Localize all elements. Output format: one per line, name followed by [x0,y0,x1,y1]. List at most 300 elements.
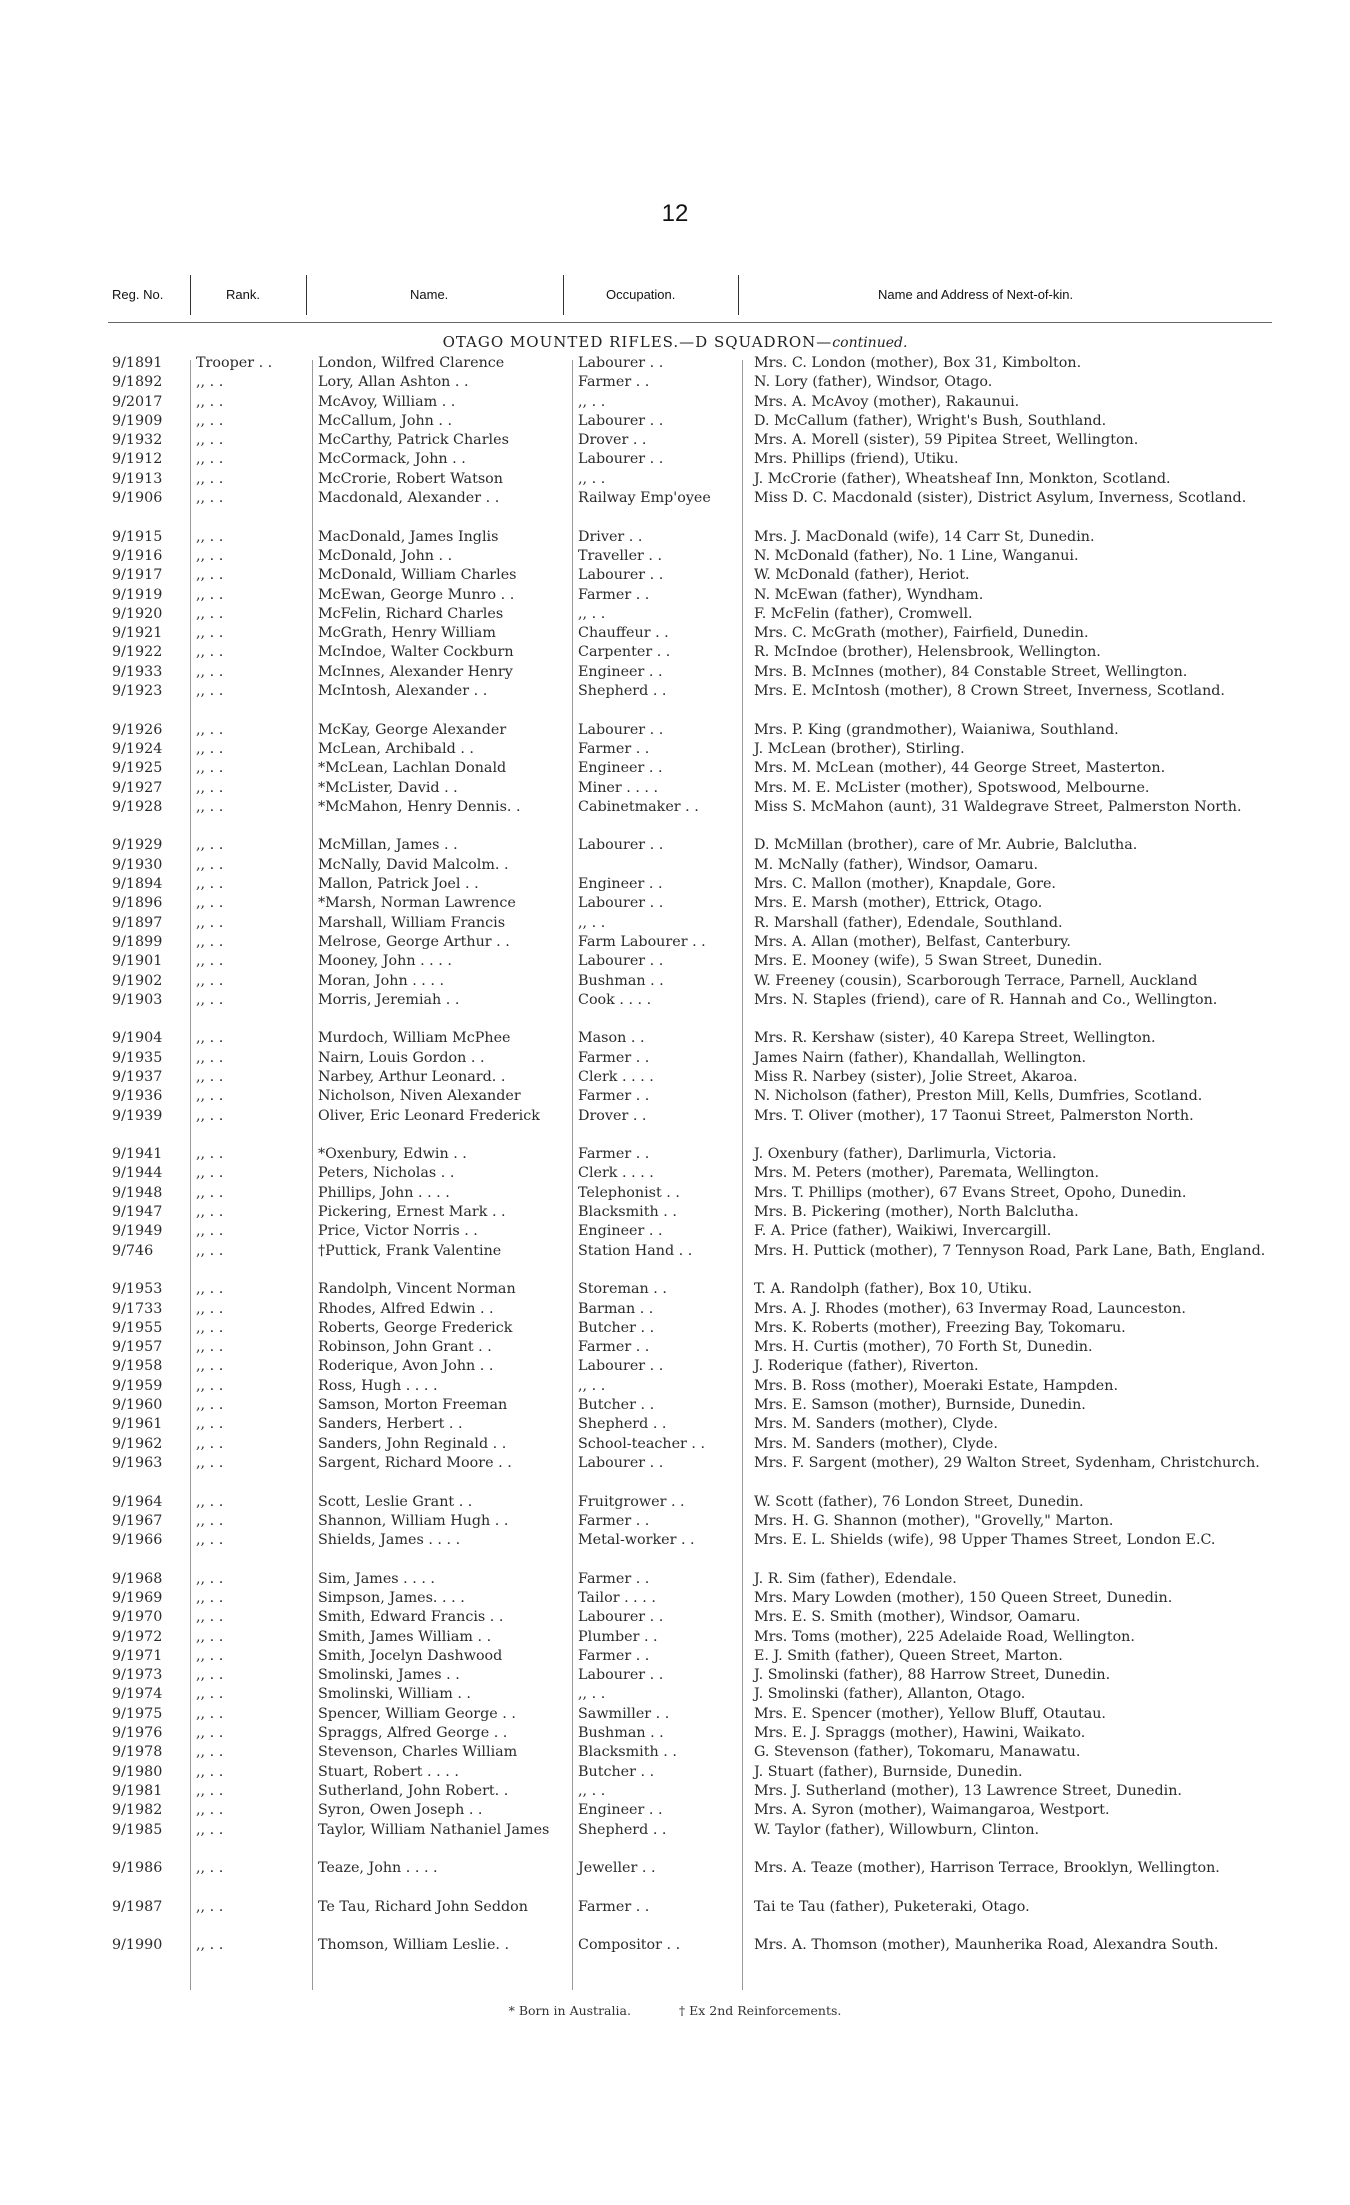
rank-cell: ,, . . [196,721,224,738]
occupation-cell: Engineer . . [578,876,663,893]
table-row [0,393,1350,412]
name-cell: *McLister, David . . [318,779,458,796]
next-of-kin-cell: W. Freeney (cousin), Scarborough Terrace, Parnell, Auckland [754,972,1198,989]
occupation-cell: ,, . . [578,470,606,487]
reg-no-cell: 9/1901 [112,953,163,970]
table-row [0,373,1350,392]
rank-cell: ,, . . [196,1532,224,1549]
next-of-kin-cell: F. McFelin (father), Cromwell. [754,605,973,622]
next-of-kin-cell: M. McNally (father), Windsor, Oamaru. [754,856,1039,873]
occupation-cell: Tailor . . . . [578,1590,656,1606]
next-of-kin-cell: Mrs. J. Sutherland (mother), 13 Lawrence Street, Dunedin. [754,1782,1182,1799]
next-of-kin-cell: Mrs. F. Sargent (mother), 29 Walton Street, Sydenham, Christchurch. [754,1454,1260,1471]
reg-no-cell: 9/1985 [112,1821,163,1838]
reg-no-cell: 9/1969 [112,1590,163,1606]
occupation-cell: Labourer . . [578,721,664,738]
name-cell: Taylor, William Nathaniel James [318,1821,550,1838]
rank-cell: ,, . . [196,528,224,545]
next-of-kin-cell: T. A. Randolph (father), Box 10, Utiku. [754,1281,1033,1298]
reg-no-cell: 9/1964 [112,1493,163,1510]
next-of-kin-cell: Mrs. H. G. Shannon (mother), "Grovelly," Marton. [754,1512,1114,1529]
reg-no-cell: 9/1961 [112,1416,163,1433]
next-of-kin-cell: Mrs. K. Roberts (mother), Freezing Bay, Tokomaru. [754,1319,1126,1336]
reg-no-cell: 9/1968 [112,1570,163,1587]
occupation-cell: Drover . . [578,432,647,449]
name-cell: McCarthy, Patrick Charles [318,432,509,449]
rank-cell: ,, . . [196,1377,224,1394]
header-divider [738,275,739,315]
rank-cell: ,, . . [196,1782,224,1799]
name-cell: Rhodes, Alfred Edwin . . [318,1300,494,1317]
next-of-kin-cell: N. Nicholson (father), Preston Mill, Kells, Dumfries, Scotland. [754,1088,1203,1105]
table-row [0,1184,1350,1203]
rank-cell: ,, . . [196,895,224,912]
rank-cell: ,, . . [196,779,224,796]
reg-no-cell: 9/1922 [112,644,163,661]
reg-no-cell: 9/1966 [112,1532,163,1549]
occupation-cell: Labourer . . [578,895,664,912]
table-row [0,875,1350,894]
rank-cell: ,, . . [196,953,224,970]
header-divider [306,275,307,315]
name-cell: Spencer, William George . . [318,1705,516,1722]
next-of-kin-cell: Miss D. C. Macdonald (sister), District Asylum, Inverness, Scotland. [754,490,1247,507]
rank-cell: ,, . . [196,1030,224,1047]
rank-cell: ,, . . [196,547,224,564]
next-of-kin-cell: Mrs. B. Pickering (mother), North Balclutha. [754,1204,1079,1221]
table-row [0,1531,1350,1570]
name-cell: *McLean, Lachlan Donald [318,760,507,777]
next-of-kin-cell: Mrs. J. MacDonald (wife), 14 Carr St, Dunedin. [754,528,1095,545]
reg-no-cell: 9/1930 [112,856,163,873]
reg-no-cell: 9/1953 [112,1281,163,1298]
next-of-kin-cell: J. Smolinski (father), Allanton, Otago. [754,1686,1026,1703]
occupation-cell: Engineer . . [578,663,663,680]
occupation-cell: Shepherd . . [578,683,667,700]
next-of-kin-cell: Mrs. E. J. Spraggs (mother), Hawini, Waikato. [754,1725,1086,1742]
rank-cell: ,, . . [196,1937,224,1954]
reg-no-cell: 9/1973 [112,1667,163,1684]
table-row [0,566,1350,585]
rank-cell: ,, . . [196,991,224,1008]
rank-cell: ,, . . [196,1590,224,1606]
reg-no-cell: 9/1903 [112,991,163,1008]
table-row [0,1589,1350,1608]
name-cell: McLean, Archibald . . [318,740,474,757]
rank-cell: ,, . . [196,1068,224,1085]
next-of-kin-cell: R. McIndoe (brother), Helensbrook, Wellington. [754,644,1101,661]
name-cell: McInnes, Alexander Henry [318,663,513,680]
reg-no-cell: 9/1967 [112,1512,163,1529]
name-cell: Smith, Jocelyn Dashwood [318,1647,503,1664]
next-of-kin-cell: Mrs. E. Mooney (wife), 5 Swan Street, Dunedin. [754,953,1103,970]
rank-cell: ,, . . [196,1358,224,1375]
name-cell: McEwan, George Munro . . [318,586,515,603]
reg-no-cell: 9/1929 [112,837,163,854]
occupation-cell: Driver . . [578,528,643,545]
next-of-kin-cell: Mrs. T. Oliver (mother), 17 Taonui Street, Palmerston North. [754,1107,1194,1124]
name-cell: McCrorie, Robert Watson [318,470,503,487]
rank-cell: ,, . . [196,856,224,873]
reg-no-cell: 9/1896 [112,895,163,912]
name-cell: Macdonald, Alexander . . [318,490,500,507]
reg-no-cell: 9/1947 [112,1204,163,1221]
table-row [0,1087,1350,1106]
name-cell: Moran, John . . . . [318,972,445,989]
header-divider [190,275,191,315]
name-cell: Morris, Jeremiah . . [318,991,460,1008]
table-row [0,1222,1350,1241]
reg-no-cell: 9/1936 [112,1088,163,1105]
occupation-cell: Labourer . . [578,1667,664,1684]
footnotes [0,2003,1350,2018]
table-row [0,1608,1350,1627]
occupation-cell: Butcher . . [578,1319,655,1336]
occupation-cell: ,, . . [578,1377,606,1394]
table-row [0,586,1350,605]
next-of-kin-cell: Mrs. M. Peters (mother), Paremata, Wellington. [754,1165,1100,1182]
name-cell: Te Tau, Richard John Seddon [318,1898,528,1915]
next-of-kin-cell: J. Oxenbury (father), Darlimurla, Victoria. [754,1146,1057,1163]
rank-cell: ,, . . [196,1454,224,1471]
reg-no-cell: 9/1982 [112,1802,163,1819]
table-row [0,894,1350,913]
name-cell: MacDonald, James Inglis [318,528,499,545]
table-row [0,470,1350,489]
reg-no-cell: 9/1975 [112,1705,163,1722]
name-cell: Sim, James . . . . [318,1570,435,1587]
reg-no-cell: 9/1980 [112,1763,163,1780]
rank-cell: ,, . . [196,1705,224,1722]
reg-no-cell: 9/1986 [112,1860,163,1877]
name-cell: McDonald, William Charles [318,567,517,584]
occupation-cell: ,, . . [578,914,606,931]
rank-cell: ,, . . [196,644,224,661]
rank-cell: ,, . . [196,1628,224,1645]
next-of-kin-cell: Mrs. A. Thomson (mother), Maunherika Road, Alexandra South. [754,1937,1219,1954]
occupation-cell: ,, . . [578,393,606,410]
occupation-cell: Plumber . . [578,1628,658,1645]
table-row [0,1705,1350,1724]
col-rank: Rank. [226,287,260,302]
name-cell: Syron, Owen Joseph . . [318,1802,483,1819]
name-cell: *McMahon, Henry Dennis. . [318,798,521,815]
name-cell: McCallum, John . . [318,412,453,429]
reg-no-cell: 9/1948 [112,1184,163,1201]
next-of-kin-cell: Mrs. N. Staples (friend), care of R. Hannah and Co., Wellington. [754,991,1218,1008]
name-cell: Thomson, William Leslie. . [318,1937,510,1954]
name-cell: Smith, James William . . [318,1628,492,1645]
reg-no-cell: 9/1733 [112,1300,163,1317]
next-of-kin-cell: Mrs. M. McLean (mother), 44 George Street, Masterton. [754,760,1166,777]
occupation-cell: Railway Emp'oyee [578,490,711,507]
next-of-kin-cell: N. McEwan (father), Wyndham. [754,586,984,603]
occupation-cell: Engineer . . [578,760,663,777]
name-cell: McDonald, John . . [318,547,453,564]
table-row [0,1493,1350,1512]
rank-cell: ,, . . [196,933,224,950]
next-of-kin-cell: Mrs. R. Kershaw (sister), 40 Karepa Street, Wellington. [754,1030,1156,1047]
reg-no-cell: 9/1974 [112,1686,163,1703]
rank-cell: ,, . . [196,1397,224,1414]
occupation-cell: Metal-worker . . [578,1532,695,1549]
reg-no-cell: 9/1920 [112,605,163,622]
next-of-kin-cell: J. R. Sim (father), Edendale. [754,1570,957,1587]
rank-cell: ,, . . [196,914,224,931]
reg-no-cell: 9/1891 [112,355,163,371]
name-cell: Sanders, Herbert . . [318,1416,463,1433]
table-row [0,643,1350,662]
occupation-cell: Labourer . . [578,567,664,584]
reg-no-cell: 9/1919 [112,586,163,603]
next-of-kin-cell: Tai te Tau (father), Puketeraki, Otago. [754,1898,1030,1915]
name-cell: Smolinski, James . . [318,1667,460,1684]
rank-cell: ,, . . [196,1647,224,1664]
rank-cell: ,, . . [196,393,224,410]
name-cell: McAvoy, William . . [318,393,456,410]
occupation-cell: Cook . . . . [578,991,652,1008]
rank-cell: ,, . . [196,683,224,700]
occupation-cell: Barman . . [578,1300,654,1317]
next-of-kin-cell: Mrs. C. London (mother), Box 31, Kimbolton. [754,355,1082,371]
name-cell: Sargent, Richard Moore . . [318,1454,512,1471]
reg-no-cell: 9/1902 [112,972,163,989]
reg-no-cell: 9/1892 [112,374,163,391]
next-of-kin-cell: Mrs. Mary Lowden (mother), 150 Queen Street, Dunedin. [754,1590,1173,1606]
name-cell: Stevenson, Charles William [318,1744,518,1761]
occupation-cell: Labourer . . [578,355,664,371]
next-of-kin-cell: Mrs. H. Curtis (mother), 70 Forth St, Dunedin. [754,1339,1093,1356]
occupation-cell: Farmer . . [578,374,650,391]
next-of-kin-cell: Miss R. Narbey (sister), Jolie Street, Akaroa. [754,1068,1078,1085]
name-cell: McIntosh, Alexander . . [318,683,488,700]
name-cell: Marshall, William Francis [318,914,506,931]
next-of-kin-cell: Mrs. E. L. Shields (wife), 98 Upper Thames Street, London E.C. [754,1532,1216,1549]
reg-no-cell: 9/1912 [112,451,163,468]
occupation-cell: Bushman . . [578,972,664,989]
name-cell: Scott, Leslie Grant . . [318,1493,473,1510]
reg-no-cell: 9/746 [112,1242,154,1259]
occupation-cell: Telephonist . . [578,1184,680,1201]
next-of-kin-cell: Mrs. A. Morell (sister), 59 Pipitea Street, Wellington. [754,432,1139,449]
next-of-kin-cell: Mrs. T. Phillips (mother), 67 Evans Street, Opoho, Dunedin. [754,1184,1187,1201]
rank-cell: ,, . . [196,1184,224,1201]
reg-no-cell: 9/1958 [112,1358,163,1375]
rank-cell: ,, . . [196,1686,224,1703]
next-of-kin-cell: Mrs. E. Samson (mother), Burnside, Dunedin. [754,1397,1086,1414]
name-cell: Shields, James . . . . [318,1532,461,1549]
table-row [0,1338,1350,1357]
reg-no-cell: 9/1913 [112,470,163,487]
reg-no-cell: 9/1971 [112,1647,163,1664]
occupation-cell: Labourer . . [578,451,664,468]
rank-cell: ,, . . [196,490,224,507]
next-of-kin-cell: Mrs. M. Sanders (mother), Clyde. [754,1435,998,1452]
occupation-cell: Labourer . . [578,837,664,854]
next-of-kin-cell: Mrs. C. McGrath (mother), Fairfield, Dunedin. [754,625,1089,642]
table-row [0,1319,1350,1338]
reg-no-cell: 9/1909 [112,412,163,429]
next-of-kin-cell: Mrs. E. Spencer (mother), Yellow Bluff, Otautau. [754,1705,1106,1722]
table-row [0,740,1350,759]
table-row [0,721,1350,740]
occupation-cell: Carpenter . . [578,644,671,661]
next-of-kin-cell: Mrs. A. J. Rhodes (mother), 63 Invermay Road, Launceston. [754,1300,1186,1317]
rank-cell: ,, . . [196,1860,224,1877]
occupation-cell: Bushman . . [578,1725,664,1742]
next-of-kin-cell: D. McCallum (father), Wright's Bush, Southland. [754,412,1107,429]
reg-no-cell: 9/1899 [112,933,163,950]
next-of-kin-cell: J. McLean (brother), Stirling. [754,740,965,757]
reg-no-cell: 9/1972 [112,1628,163,1645]
name-cell: Samson, Morton Freeman [318,1397,508,1414]
rank-cell: ,, . . [196,798,224,815]
table-row [0,1666,1350,1685]
name-cell: McIndoe, Walter Cockburn [318,644,514,661]
reg-no-cell: 9/1932 [112,432,163,449]
table-row [0,1203,1350,1222]
reg-no-cell: 9/1941 [112,1146,163,1163]
name-cell: McFelin, Richard Charles [318,605,504,622]
reg-no-cell: 9/1939 [112,1107,163,1124]
reg-no-cell: 9/1962 [112,1435,163,1452]
table-row [0,1859,1350,1898]
reg-no-cell: 9/1917 [112,567,163,584]
next-of-kin-cell: Mrs. A. Teaze (mother), Harrison Terrace, Brooklyn, Wellington. [754,1860,1220,1877]
name-cell: Murdoch, William McPhee [318,1030,511,1047]
name-cell: Phillips, John . . . . [318,1184,450,1201]
rank-cell: ,, . . [196,432,224,449]
next-of-kin-cell: W. Scott (father), 76 London Street, Dunedin. [754,1493,1084,1510]
table-row [0,1280,1350,1299]
table-row [0,547,1350,566]
rank-cell: ,, . . [196,412,224,429]
occupation-cell: Farmer . . [578,1146,650,1163]
name-cell: Sanders, John Reginald . . [318,1435,507,1452]
name-cell: Peters, Nicholas . . [318,1165,455,1182]
next-of-kin-cell: Mrs. H. Puttick (mother), 7 Tennyson Road, Park Lane, Bath, England. [754,1242,1266,1259]
rank-cell: ,, . . [196,1300,224,1317]
next-of-kin-cell: W. McDonald (father), Heriot. [754,567,970,584]
occupation-cell: Drover . . [578,1107,647,1124]
occupation-cell: Traveller . . [578,547,663,564]
next-of-kin-cell: R. Marshall (father), Edendale, Southland. [754,914,1063,931]
occupation-cell: Clerk . . . . [578,1068,654,1085]
reg-no-cell: 9/1990 [112,1937,163,1954]
table-row [0,624,1350,643]
reg-no-cell: 9/2017 [112,393,163,410]
occupation-cell: ,, . . [578,1782,606,1799]
reg-no-cell: 9/1915 [112,528,163,545]
occupation-cell: Blacksmith . . [578,1744,677,1761]
rank-cell: ,, . . [196,1744,224,1761]
occupation-cell: Farmer . . [578,740,650,757]
table-row [0,663,1350,682]
rank-cell: ,, . . [196,1802,224,1819]
rank-cell: ,, . . [196,1223,224,1240]
rank-cell: ,, . . [196,1763,224,1780]
reg-no-cell: 9/1955 [112,1319,163,1336]
name-cell: Oliver, Eric Leonard Frederick [318,1107,540,1124]
occupation-cell: Farmer . . [578,586,650,603]
name-cell: Smith, Edward Francis . . [318,1609,504,1626]
occupation-cell: Storeman . . [578,1281,667,1298]
rank-cell: ,, . . [196,1898,224,1915]
reg-no-cell: 9/1963 [112,1454,163,1471]
name-cell: Nairn, Louis Gordon . . [318,1049,485,1066]
table-row [0,1570,1350,1589]
reg-no-cell: 9/1928 [112,798,163,815]
occupation-cell: Farmer . . [578,1512,650,1529]
reg-no-cell: 9/1923 [112,683,163,700]
occupation-cell: Shepherd . . [578,1416,667,1433]
header-rule [108,322,1272,323]
next-of-kin-cell: James Nairn (father), Khandallah, Wellington. [754,1049,1087,1066]
name-cell: McNally, David Malcolm. . [318,856,509,873]
rank-cell: ,, . . [196,451,224,468]
occupation-cell: Farm Labourer . . [578,933,706,950]
rank-cell: ,, . . [196,1107,224,1124]
footnote-second-reinforcements: † Ex 2nd Reinforcements. [678,2003,842,2018]
next-of-kin-cell: Miss S. McMahon (aunt), 31 Waldegrave Street, Palmerston North. [754,798,1242,815]
reg-no-cell: 9/1904 [112,1030,163,1047]
next-of-kin-cell: Mrs. Toms (mother), 225 Adelaide Road, Wellington. [754,1628,1135,1645]
table-row [0,1801,1350,1820]
name-cell: Lory, Allan Ashton . . [318,374,469,391]
name-cell: †Puttick, Frank Valentine [318,1242,502,1259]
next-of-kin-cell: Mrs. M. Sanders (mother), Clyde. [754,1416,998,1433]
name-cell: Shannon, William Hugh . . [318,1512,509,1529]
name-cell: Spraggs, Alfred George . . [318,1725,508,1742]
rank-cell: ,, . . [196,663,224,680]
name-cell: Simpson, James. . . . [318,1590,465,1606]
reg-no-cell: 9/1960 [112,1397,163,1414]
table-row [0,1029,1350,1048]
table-row [0,991,1350,1030]
reg-no-cell: 9/1925 [112,760,163,777]
name-cell: Smolinski, William . . [318,1686,471,1703]
next-of-kin-cell: Mrs. C. Mallon (mother), Knapdale, Gore. [754,876,1056,893]
rank-cell: ,, . . [196,586,224,603]
reg-no-cell: 9/1978 [112,1744,163,1761]
next-of-kin-cell: N. Lory (father), Windsor, Otago. [754,374,993,391]
reg-no-cell: 9/1970 [112,1609,163,1626]
name-cell: McKay, George Alexander [318,721,507,738]
occupation-cell: Labourer . . [578,953,664,970]
occupation-cell: Farmer . . [578,1339,650,1356]
table-row [0,1647,1350,1666]
name-cell: Melrose, George Arthur . . [318,933,510,950]
col-name: Name. [410,287,449,302]
name-cell: Pickering, Ernest Mark . . [318,1204,506,1221]
reg-no-cell: 9/1894 [112,876,163,893]
table-row [0,1743,1350,1762]
name-cell: McMillan, James . . [318,837,458,854]
next-of-kin-cell: J. Smolinski (father), 88 Harrow Street, Dunedin. [754,1667,1111,1684]
occupation-cell: Butcher . . [578,1397,655,1414]
occupation-cell: Miner . . . . [578,779,659,796]
rank-cell: ,, . . [196,625,224,642]
rank-cell: ,, . . [196,1609,224,1626]
next-of-kin-cell: N. McDonald (father), No. 1 Line, Wanganui. [754,547,1079,564]
reg-no-cell: 9/1924 [112,740,163,757]
table-row [0,1435,1350,1454]
occupation-cell: Labourer . . [578,1454,664,1471]
table-row [0,1763,1350,1782]
table-row [0,605,1350,624]
next-of-kin-cell: Mrs. E. McIntosh (mother), 8 Crown Street, Inverness, Scotland. [754,683,1225,700]
table-row [0,1107,1350,1146]
